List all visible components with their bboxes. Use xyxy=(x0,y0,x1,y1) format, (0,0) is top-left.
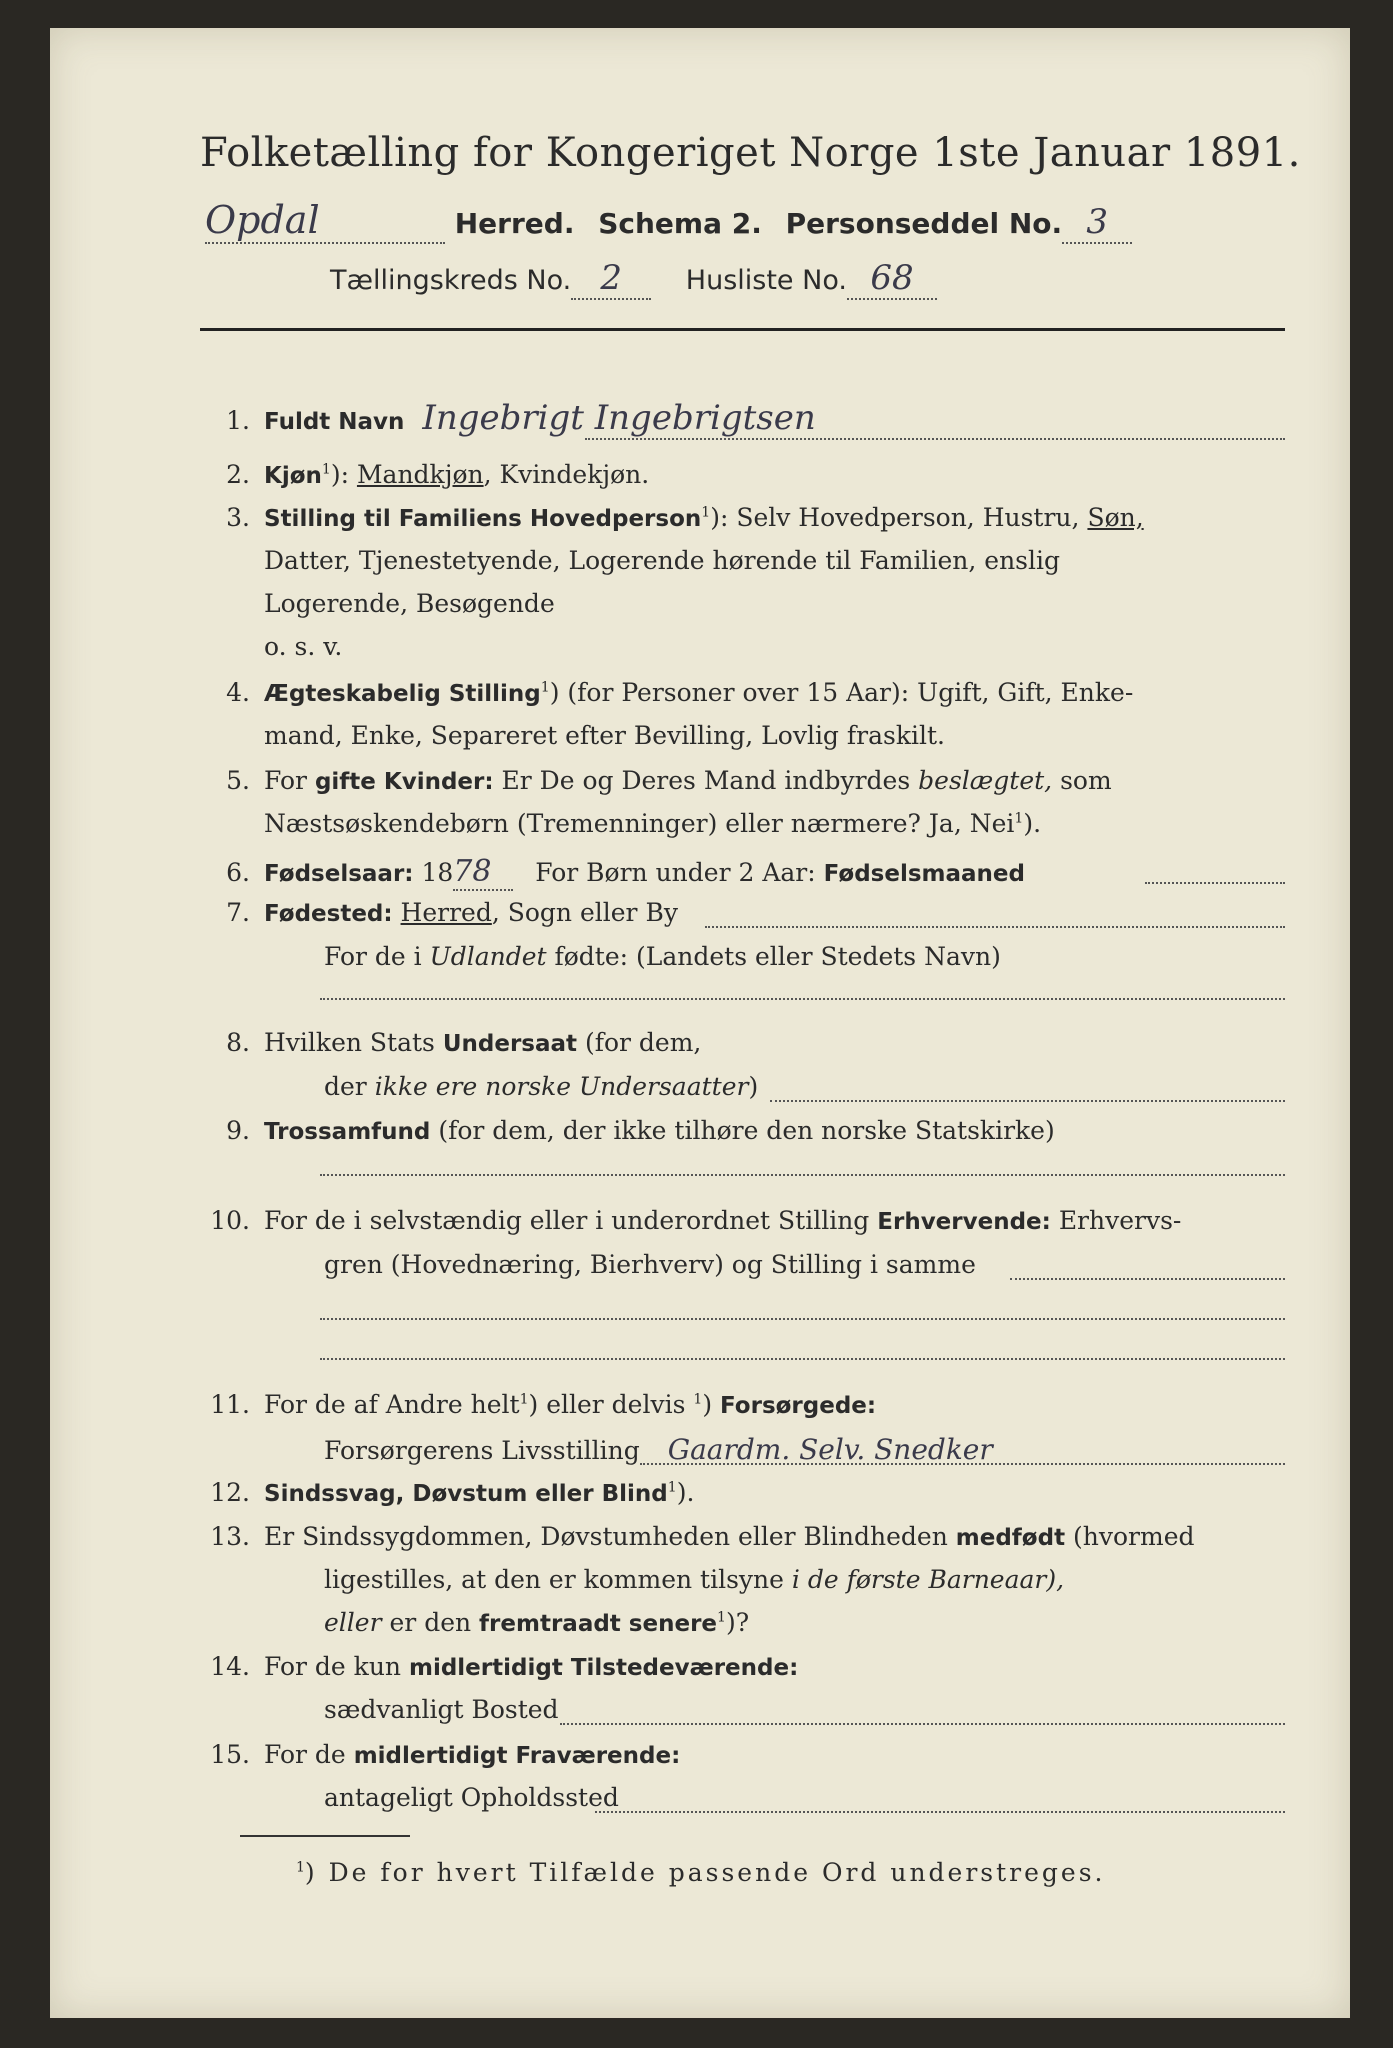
q1-label: Fuldt Navn xyxy=(264,409,405,435)
question-13 xyxy=(190,1522,1300,1551)
q11-fill-line xyxy=(640,1463,1285,1465)
q14-pre: For de kun xyxy=(264,1652,402,1681)
q11-number: 11. xyxy=(210,1390,250,1419)
q1-value: Ingebrigt Ingebrigtsen xyxy=(422,398,816,438)
q7-fill-line xyxy=(705,926,1285,928)
q11-line2-label: Forsørgerens Livsstilling xyxy=(324,1436,640,1465)
herred-value: Opdal xyxy=(205,198,320,242)
q5-pre: For xyxy=(264,766,307,795)
question-7 xyxy=(190,898,1300,927)
schema-label: Schema 2. xyxy=(598,207,762,240)
question-12: 12. Sindssvag, Døvstum eller Blind$^1$). xyxy=(190,1478,1300,1507)
q3-line1: Selv Hovedperson, Hustru, xyxy=(736,503,1080,532)
q15-line2: antageligt Opholdssted xyxy=(324,1783,619,1812)
q10-fill-line-2 xyxy=(320,1318,1285,1320)
husliste-value: 68 xyxy=(870,258,914,298)
q8-fill-line xyxy=(770,1100,1285,1102)
question-6 xyxy=(190,854,1300,891)
q10-pre: For de i selvstændig eller i underordnet Stilling xyxy=(264,1206,870,1235)
q8-line2-pre: der xyxy=(324,1072,367,1101)
q10-fill-line-1 xyxy=(1010,1278,1285,1280)
q5-line2-row: Næstsøskendebørn (Tremenninger) eller nærmere? Ja, Nei$^1$). xyxy=(264,809,1042,838)
q3-label: Stilling til Familiens Hovedperson xyxy=(264,506,702,532)
q8-label: Undersaat xyxy=(442,1031,578,1057)
header-divider xyxy=(200,328,1285,331)
q6-mid: For Børn under 2 Aar: xyxy=(535,858,816,887)
q9-fill-line xyxy=(320,1174,1285,1176)
q10-label: Erhvervende: xyxy=(877,1209,1051,1235)
footnote-mark: 1 xyxy=(296,1859,305,1876)
q14-number: 14. xyxy=(210,1652,250,1681)
header-row-1 xyxy=(205,198,1132,244)
footnote-divider xyxy=(240,1835,410,1837)
question-2: 2. Kjøn$^1$): Mandkjøn, Kvindekjøn. xyxy=(190,460,1300,489)
question-9 xyxy=(190,1116,1300,1145)
q4-label: Ægteskabelig Stilling xyxy=(264,681,541,707)
herred-field xyxy=(205,198,445,244)
q5-line1-end: som xyxy=(1060,766,1112,795)
q7-number: 7. xyxy=(226,898,250,927)
q5-line1: Er De og Deres Mand indbyrdes xyxy=(501,766,911,795)
footnote: $^1$) De for hvert Tilfælde passende Ord understreges. xyxy=(296,1858,1106,1887)
q11-mid: eller delvis xyxy=(546,1390,686,1419)
q3-line2: Datter, Tjenestetyende, Logerende hørende til Familien, enslig xyxy=(264,546,1061,575)
q6-value: 78 xyxy=(453,854,492,889)
q12-label: Sindssvag, Døvstum eller Blind xyxy=(264,1481,668,1507)
q7-label: Fødested: xyxy=(264,901,393,927)
form-title: Folketælling for Kongeriget Norge 1ste Januar 1891. xyxy=(200,130,1301,176)
q10-line2: gren (Hovednæring, Bierhverv) og Stilling i samme xyxy=(324,1250,976,1279)
husliste-label: Husliste No. xyxy=(685,265,847,296)
q8-line2-italic: ikke ere norske Undersaatter xyxy=(374,1072,749,1101)
q7-line2-post: fødte: (Landets eller Stedets Navn) xyxy=(554,942,1001,971)
q6-field xyxy=(453,854,513,891)
personseddel-field xyxy=(1062,202,1132,244)
q13-line3-bold: fremtraadt senere xyxy=(479,1611,718,1637)
q11-value: Gaardm. Selv. Snedker xyxy=(667,1433,993,1466)
q8-pre: Hvilken Stats xyxy=(264,1028,435,1057)
kreds-label: Tællingskreds No. xyxy=(330,265,572,296)
personseddel-value: 3 xyxy=(1086,202,1108,242)
q7-line2-pre: For de i xyxy=(324,942,422,971)
q3-line4: o. s. v. xyxy=(264,632,343,661)
q3-line3: Logerende, Besøgende xyxy=(264,589,555,618)
q11-label: Forsørgede: xyxy=(720,1393,877,1419)
q7-line2-italic: Udlandet xyxy=(429,942,547,971)
kreds-value: 2 xyxy=(600,258,623,298)
q1-fill-line xyxy=(585,438,1285,440)
q4-number: 4. xyxy=(226,678,250,707)
question-3: 3. Stilling til Familiens Hovedperson$^1$): Selv Hovedperson, Hustru, Søn, xyxy=(190,503,1300,532)
q5-number: 5. xyxy=(226,766,250,795)
question-14 xyxy=(190,1652,1300,1681)
q13-line3-italic: eller xyxy=(324,1608,382,1637)
question-10 xyxy=(190,1206,1300,1235)
q14-fill-line xyxy=(560,1723,1285,1725)
q11-line2 xyxy=(324,1433,1393,1466)
q13-line3: eller er den fremtraadt senere$^1$)? xyxy=(324,1608,750,1637)
q14-label: midlertidigt Tilstedeværende: xyxy=(408,1655,799,1681)
q13-number: 13. xyxy=(210,1522,250,1551)
q5-label: gifte Kvinder: xyxy=(314,769,494,795)
q3-option-son: Søn, xyxy=(1087,503,1144,532)
q6-prefix: 18 xyxy=(421,858,454,887)
q8-line2: der ikke ere norske Undersaatter) xyxy=(324,1072,759,1101)
footnote-text: De for hvert Tilfælde passende Ord understreges. xyxy=(328,1858,1106,1887)
q3-number: 3. xyxy=(226,503,250,532)
q1-number: 1. xyxy=(226,406,250,435)
q5-line2: Næstsøskendebørn (Tremenninger) eller nærmere? Ja, Nei xyxy=(264,809,1015,838)
q5-italic: beslægtet, xyxy=(918,766,1053,795)
q4-sup: 1 xyxy=(540,679,550,696)
q9-label: Trossamfund xyxy=(264,1119,431,1145)
q9-number: 9. xyxy=(226,1116,250,1145)
q7-rest: , Sogn eller By xyxy=(491,898,678,927)
q6-number: 6. xyxy=(226,858,250,887)
q15-fill-line xyxy=(595,1811,1285,1813)
q7-fill-line-2 xyxy=(320,998,1285,1000)
q8-post: (for dem, xyxy=(584,1028,702,1057)
q9-rest: (for dem, der ikke tilhøre den norske Statskirke) xyxy=(438,1116,1055,1145)
q13-line2 xyxy=(324,1565,1393,1594)
q2-option-female: Kvindekjøn. xyxy=(499,460,650,489)
question-15 xyxy=(190,1740,1300,1769)
q13-post: (hvormed xyxy=(1073,1522,1195,1551)
q13-line2-pre: ligestilles, at den er kommen tilsyne xyxy=(324,1565,784,1594)
q15-label: midlertidigt Fraværende: xyxy=(353,1743,681,1769)
question-4: 4. Ægteskabelig Stilling$^1$) (for Personer over 15 Aar): Ugift, Gift, Enke- xyxy=(190,678,1300,707)
question-11: 11. For de af Andre helt$^1$) eller delvis $^1$) Forsørgede: xyxy=(190,1390,1300,1419)
q12-number: 12. xyxy=(210,1478,250,1507)
q4-line2: mand, Enke, Separeret efter Bevilling, Lovlig fraskilt. xyxy=(264,721,945,750)
q15-number: 15. xyxy=(210,1740,250,1769)
q6-label2: Fødselsmaaned xyxy=(823,861,1025,887)
herred-label: Herred. xyxy=(454,207,575,240)
question-5 xyxy=(190,766,1300,795)
q10-number: 10. xyxy=(210,1206,250,1235)
q3-sup: 1 xyxy=(701,504,711,521)
q8-number: 8. xyxy=(226,1028,250,1057)
q11-pre: For de af Andre helt xyxy=(264,1390,520,1419)
q15-pre: For de xyxy=(264,1740,346,1769)
question-8 xyxy=(190,1028,1300,1057)
q13-label: medfødt xyxy=(955,1525,1066,1551)
question-1 xyxy=(190,398,1300,438)
husliste-field xyxy=(847,258,937,300)
q2-option-male: Mandkjøn xyxy=(356,460,484,489)
q13-line3-mid: er den xyxy=(389,1608,472,1637)
q6-fill-line xyxy=(1145,882,1285,884)
q6-label: Fødselsaar: xyxy=(264,861,414,887)
q4-line1: (for Personer over 15 Aar): Ugift, Gift, Enke- xyxy=(567,678,1134,707)
q13-line2-italic: i de første Barneaar), xyxy=(791,1565,1065,1594)
q10-post: Erhvervs- xyxy=(1058,1206,1182,1235)
q7-line2 xyxy=(324,942,1393,971)
header-row-2 xyxy=(330,258,937,300)
q13-pre: Er Sindssygdommen, Døvstumheden eller Blindheden xyxy=(264,1522,948,1551)
q7-option-herred: Herred xyxy=(400,898,492,927)
q2-number: 2. xyxy=(226,460,250,489)
q2-label: Kjøn xyxy=(264,463,322,489)
q14-line2: sædvanligt Bosted xyxy=(324,1695,559,1724)
q2-sup: 1 xyxy=(321,461,331,478)
census-form xyxy=(50,28,1350,2018)
kreds-field xyxy=(571,258,651,300)
personseddel-label: Personseddel No. xyxy=(785,207,1063,240)
q10-fill-line-3 xyxy=(320,1358,1285,1360)
